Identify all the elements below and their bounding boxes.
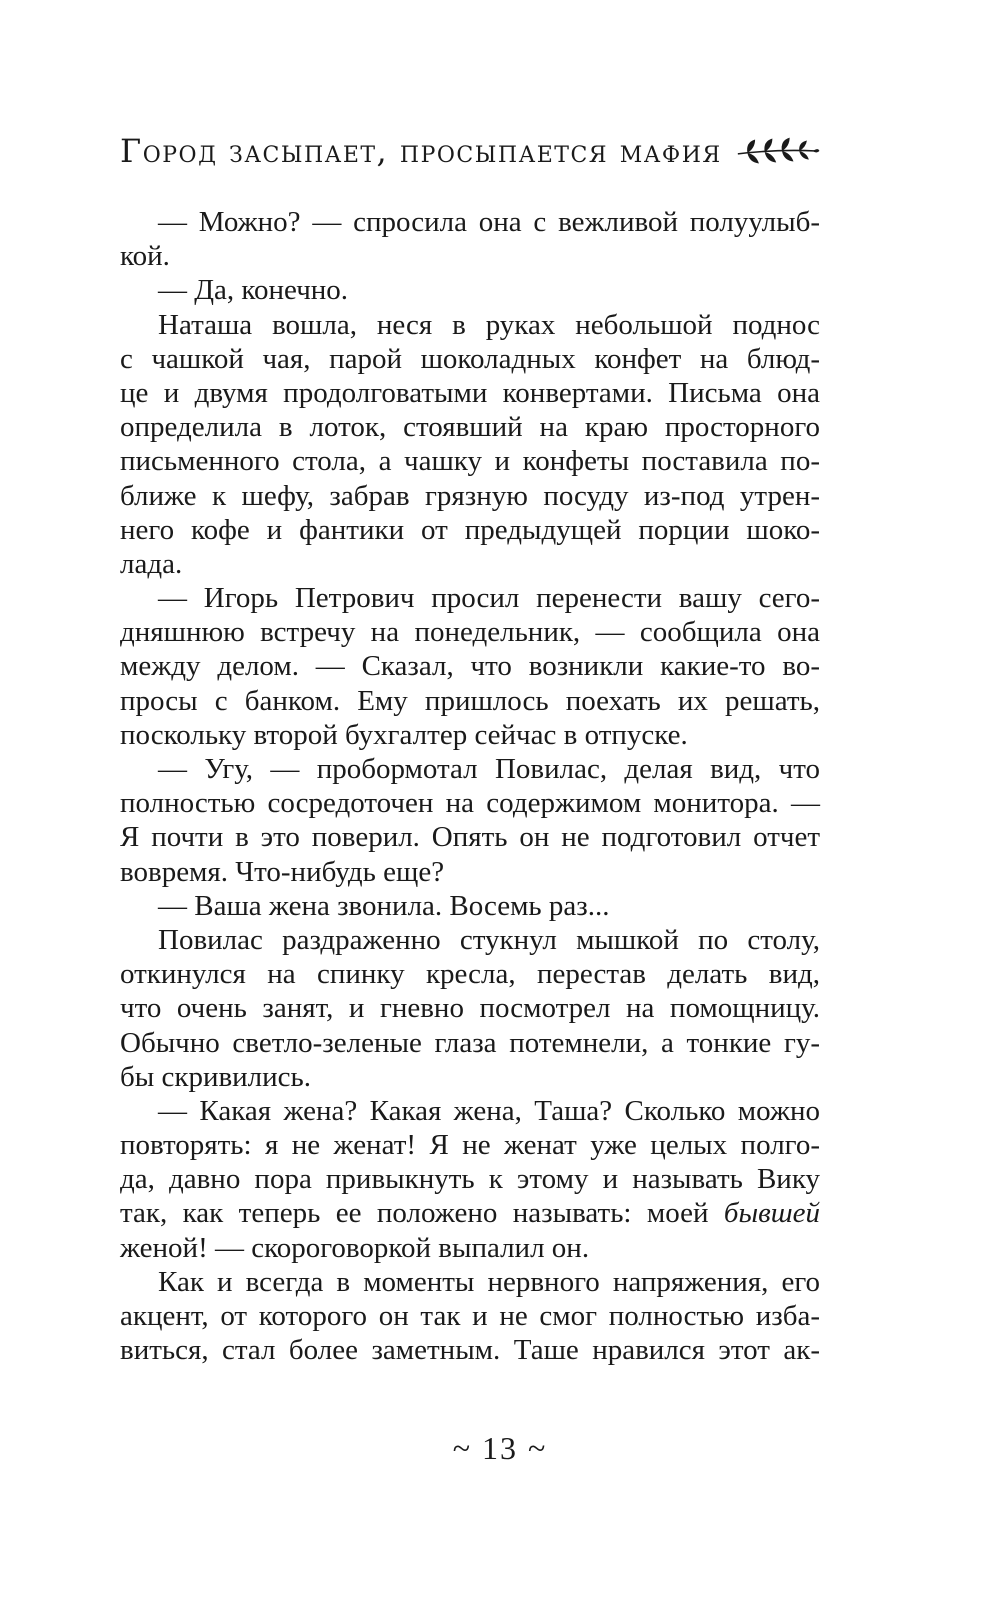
text-line: Обычно светло-зеленые глаза потемнели, а тонкие гу- xyxy=(120,1026,820,1059)
text-line: — Можно? — спросила она с вежливой полуулыб- xyxy=(158,206,820,238)
page-number: ~ 13 ~ xyxy=(452,1430,548,1466)
body-text xyxy=(120,205,820,1367)
text-line: Наташа вошла, неся в руках небольшой поднос xyxy=(158,308,820,341)
text-line: с чашкой чая, парой шоколадных конфет на блюд- xyxy=(120,342,820,375)
text-line: кой. xyxy=(120,240,170,273)
text-line: вовремя. Что-нибудь еще? xyxy=(120,855,445,888)
book-title: Город засыпает, просыпается мафия xyxy=(120,132,722,170)
text-line: Я почти в это поверил. Опять он не подготовил отчет xyxy=(120,821,820,854)
text-line: него кофе и фантики от предыдущей порции шоко- xyxy=(120,513,820,546)
text-line: це и двумя продолговатыми конвертами. Письма она xyxy=(120,376,820,409)
text-line: Как и всегда в моменты нервного напряжения, его xyxy=(158,1265,820,1298)
text-line: — Угу, — пробормотал Повилас, делая вид, что xyxy=(158,753,820,785)
text-line: повторять: я не женат! Я не женат уже целых полго- xyxy=(120,1129,820,1162)
text-line: просы с банком. Ему пришлось поехать их решать, xyxy=(120,684,820,717)
text-line: между делом. — Сказал, что возникли какие-то во- xyxy=(120,650,820,683)
text-line: — Какая жена? Какая жена, Таша? Сколько можно xyxy=(158,1094,820,1127)
text-line: женой! — скороговоркой выпалил он. xyxy=(120,1231,590,1264)
text-line: виться, стал более заметным. Таше нравился этот ак- xyxy=(120,1334,820,1367)
text-line: лада. xyxy=(120,547,183,580)
text-line: ближе к шефу, забрав грязную посуду из-под утрен- xyxy=(120,479,820,512)
text-line: письменного стола, а чашку и конфеты поставила по- xyxy=(120,445,820,478)
running-header xyxy=(120,128,820,174)
text-line: поскольку второй бухгалтер сейчас в отпуске. xyxy=(120,718,688,751)
text-line: бы скривились. xyxy=(120,1060,312,1093)
text-line: откинулся на спинку кресла, перестав делать вид, xyxy=(120,958,820,991)
text-line: Повилас раздраженно стукнул мышкой по столу, xyxy=(158,923,820,956)
leaf-branch-icon xyxy=(734,134,820,168)
text-line: так, как теперь ее положено называть: моей бывшей xyxy=(120,1197,820,1230)
text-line: — Да, конечно. xyxy=(158,274,349,307)
text-line: — Игорь Петрович просил перенести вашу сего- xyxy=(158,582,820,615)
text-line: полностью сосредоточен на содержимом монитора. — xyxy=(120,787,820,820)
text-line: — Ваша жена звонила. Восемь раз... xyxy=(158,889,610,922)
text-line: дняшнюю встречу на понедельник, — сообщила она xyxy=(120,616,820,649)
text-line: акцент, от которого он так и не смог полностью изба- xyxy=(120,1300,820,1332)
text-line: что очень занят, и гневно посмотрел на помощницу. xyxy=(120,992,820,1025)
emphasis: бывшей xyxy=(723,1197,820,1230)
text-line: да, давно пора привыкнуть к этому и называть Вику xyxy=(120,1163,820,1196)
text-line: определила в лоток, стоявший на краю просторного xyxy=(120,411,820,444)
